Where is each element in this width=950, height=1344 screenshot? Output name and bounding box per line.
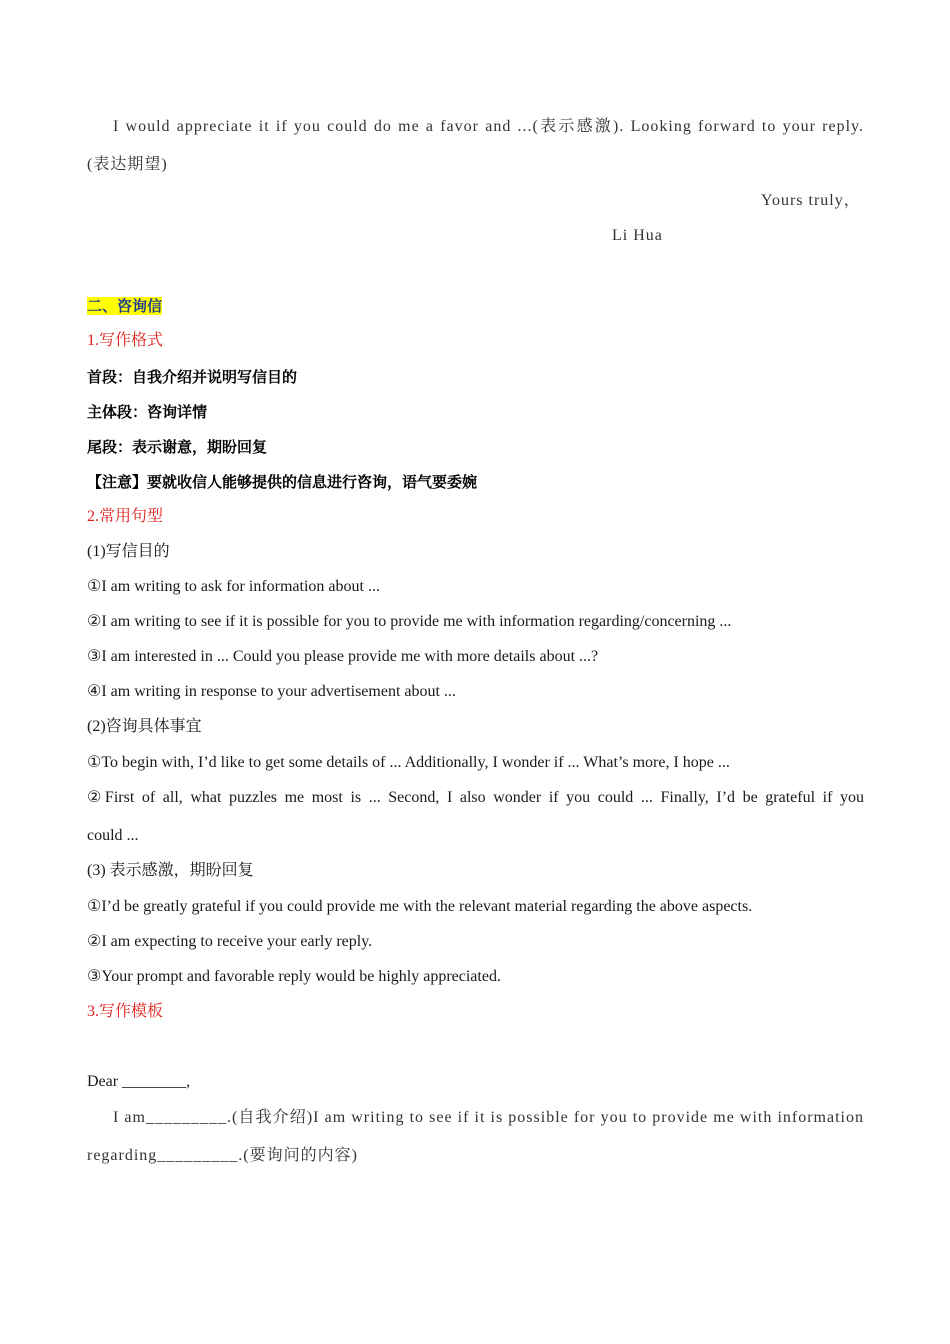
inquiry-item-line-2: could ... [87, 827, 139, 844]
template-line-1: I am_________.(自我介绍)I am writing to see if it is possible for you to provide me with information [113, 1109, 864, 1126]
template-title: 3.写作模板 [87, 1003, 164, 1020]
letter-closing-line-2: (表达期望) [87, 156, 168, 173]
patterns-title: 2.常用句型 [87, 508, 164, 525]
purpose-item: ③I am interested in ... Could you please provide me with more details about ...? [87, 648, 599, 665]
format-item: 尾段：表示谢意，期盼回复 [87, 438, 268, 456]
purpose-item: ④I am writing in response to your advertisement about ... [87, 683, 456, 700]
format-item: 主体段：咨询详情 [87, 403, 208, 421]
section-heading-text: 二、咨询信 [87, 297, 163, 315]
template-line-2: regarding_________.(要询问的内容) [87, 1147, 358, 1164]
template-greeting: Dear ________, [87, 1073, 191, 1090]
section-heading [87, 296, 162, 317]
letter-closing-line-1: I would appreciate it if you could do me a favor and ...(表示感激). Looking forward to your reply. [113, 118, 864, 135]
inquiry-item-line-1: ②First of all, what puzzles me most is ... Second, I also wonder if you could ... Finally, I’d be grateful if you [87, 789, 864, 806]
format-note: 【注意】要就收信人能够提供的信息进行咨询，语气要委婉 [87, 473, 478, 491]
thanks-item: ②I am expecting to receive your early reply. [87, 933, 373, 950]
letter-signoff: Yours truly， [761, 192, 861, 209]
letter-signature: Li Hua [612, 227, 663, 244]
purpose-item: ①I am writing to ask for information about ... [87, 578, 380, 595]
inquiry-title: (2)咨询具体事宜 [87, 718, 202, 735]
purpose-title: (1)写信目的 [87, 543, 170, 560]
format-title: 1.写作格式 [87, 332, 164, 349]
thanks-item: ①I’d be greatly grateful if you could provide me with the relevant material regarding the above aspects. [87, 898, 753, 915]
thanks-title: (3) 表示感激，期盼回复 [87, 862, 254, 879]
thanks-item: ③Your prompt and favorable reply would be highly appreciated. [87, 968, 501, 985]
format-item: 首段：自我介绍并说明写信目的 [87, 368, 298, 386]
inquiry-item: ①To begin with, I’d like to get some details of ... Additionally, I wonder if ... What’s more, I hope ... [87, 754, 730, 771]
purpose-item: ②I am writing to see if it is possible for you to provide me with information regarding/concerning ... [87, 613, 732, 630]
